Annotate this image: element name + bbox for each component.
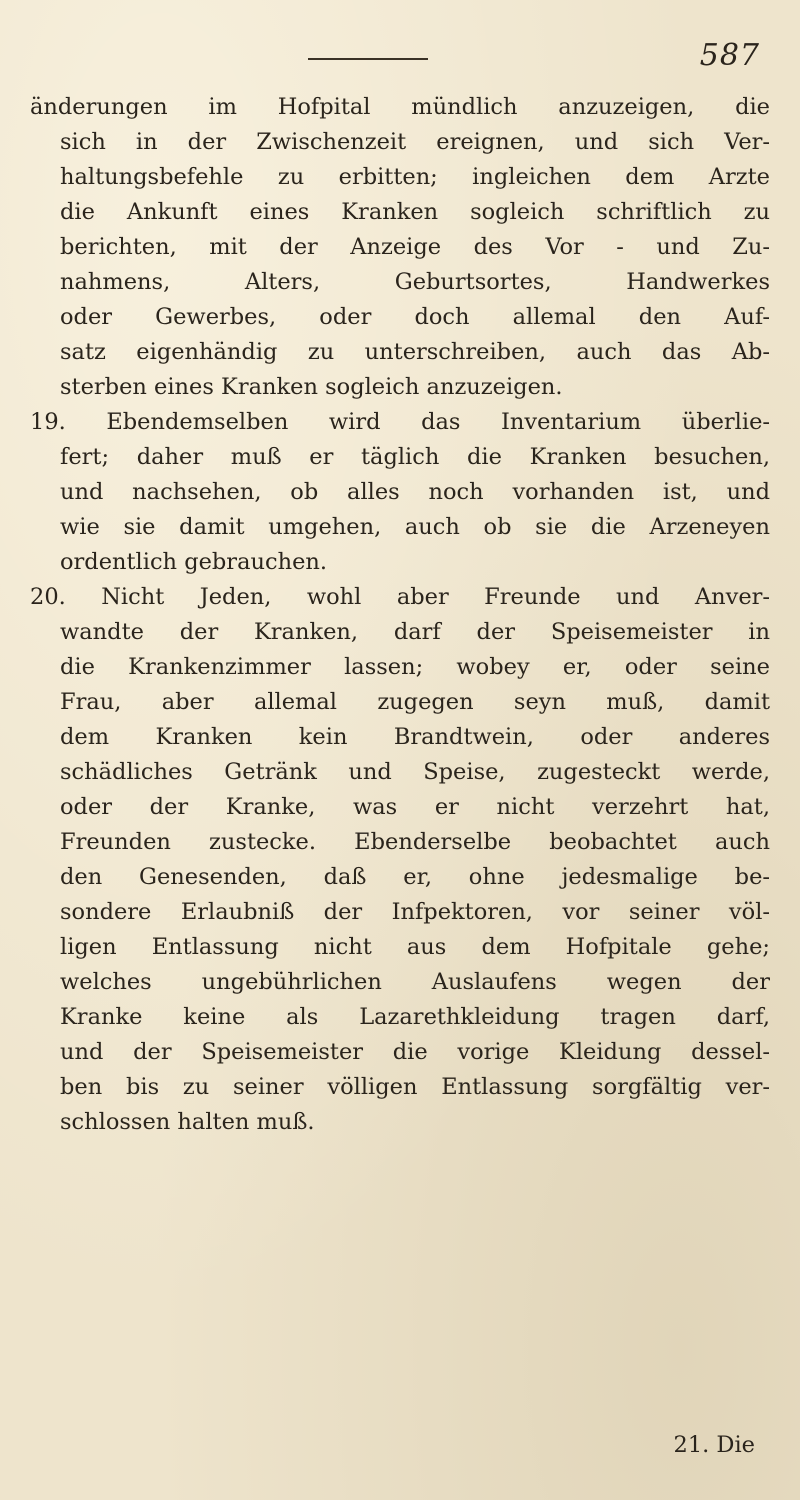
text-line: ligen Entlassung nicht aus dem Hofpitale gehe; bbox=[60, 934, 770, 960]
text-line: die Ankunft eines Kranken sogleich schriftlich zu bbox=[60, 199, 770, 225]
text-line: und nachsehen, ob alles noch vorhanden ist, und bbox=[60, 479, 770, 505]
text-line: oder Gewerbes, oder doch allemal den Auf- bbox=[60, 304, 770, 330]
text-line: den Genesenden, daß er, ohne jedesmalige be- bbox=[60, 864, 770, 890]
text-line: haltungsbefehle zu erbitten; ingleichen dem Arzte bbox=[60, 164, 770, 190]
page-number: 587 bbox=[699, 38, 760, 73]
catchword: 21. Die bbox=[673, 1432, 755, 1458]
text-line: dem Kranken kein Brandtwein, oder anderes bbox=[60, 724, 770, 750]
text-line: sondere Erlaubniß der Infpektoren, vor seiner völ- bbox=[60, 899, 770, 925]
text-line: welches ungebührlichen Auslaufens wegen der bbox=[60, 969, 770, 995]
text-line: und der Speisemeister die vorige Kleidung dessel- bbox=[60, 1039, 770, 1065]
body-text bbox=[30, 90, 770, 1140]
text-line: sterben eines Kranken sogleich anzuzeigen. bbox=[60, 374, 563, 400]
text-line: schlossen halten muß. bbox=[60, 1109, 315, 1135]
text-line: fert; daher muß er täglich die Kranken besuchen, bbox=[60, 444, 770, 470]
text-line: nahmens, Alters, Geburtsortes, Handwerkes bbox=[60, 269, 770, 295]
text-line: 20. Nicht Jeden, wohl aber Freunde und Anver- bbox=[30, 584, 770, 610]
header-rule bbox=[308, 58, 428, 60]
text-line: die Krankenzimmer lassen; wobey er, oder seine bbox=[60, 654, 770, 680]
text-line: wandte der Kranken, darf der Speisemeister in bbox=[60, 619, 770, 645]
text-line: Kranke keine als Lazarethkleidung tragen darf, bbox=[60, 1004, 770, 1030]
text-line: Freunden zustecke. Ebenderselbe beobachtet auch bbox=[60, 829, 770, 855]
text-line: ordentlich gebrauchen. bbox=[60, 549, 328, 575]
text-line: 19. Ebendemselben wird das Inventarium überlie- bbox=[30, 409, 770, 435]
text-line: sich in der Zwischenzeit ereignen, und sich Ver- bbox=[60, 129, 770, 155]
text-line: schädliches Getränk und Speise, zugesteckt werde, bbox=[60, 759, 770, 785]
text-line: Frau, aber allemal zugegen seyn muß, damit bbox=[60, 689, 770, 715]
text-line: satz eigenhändig zu unterschreiben, auch das Ab- bbox=[60, 339, 770, 365]
text-line: ben bis zu seiner völligen Entlassung sorgfältig ver- bbox=[60, 1074, 770, 1100]
text-line: wie sie damit umgehen, auch ob sie die Arzeneyen bbox=[60, 514, 770, 540]
text-line: berichten, mit der Anzeige des Vor - und Zu- bbox=[60, 234, 770, 260]
text-line: änderungen im Hofpital mündlich anzuzeigen, die bbox=[30, 94, 770, 120]
text-line: oder der Kranke, was er nicht verzehrt hat, bbox=[60, 794, 770, 820]
